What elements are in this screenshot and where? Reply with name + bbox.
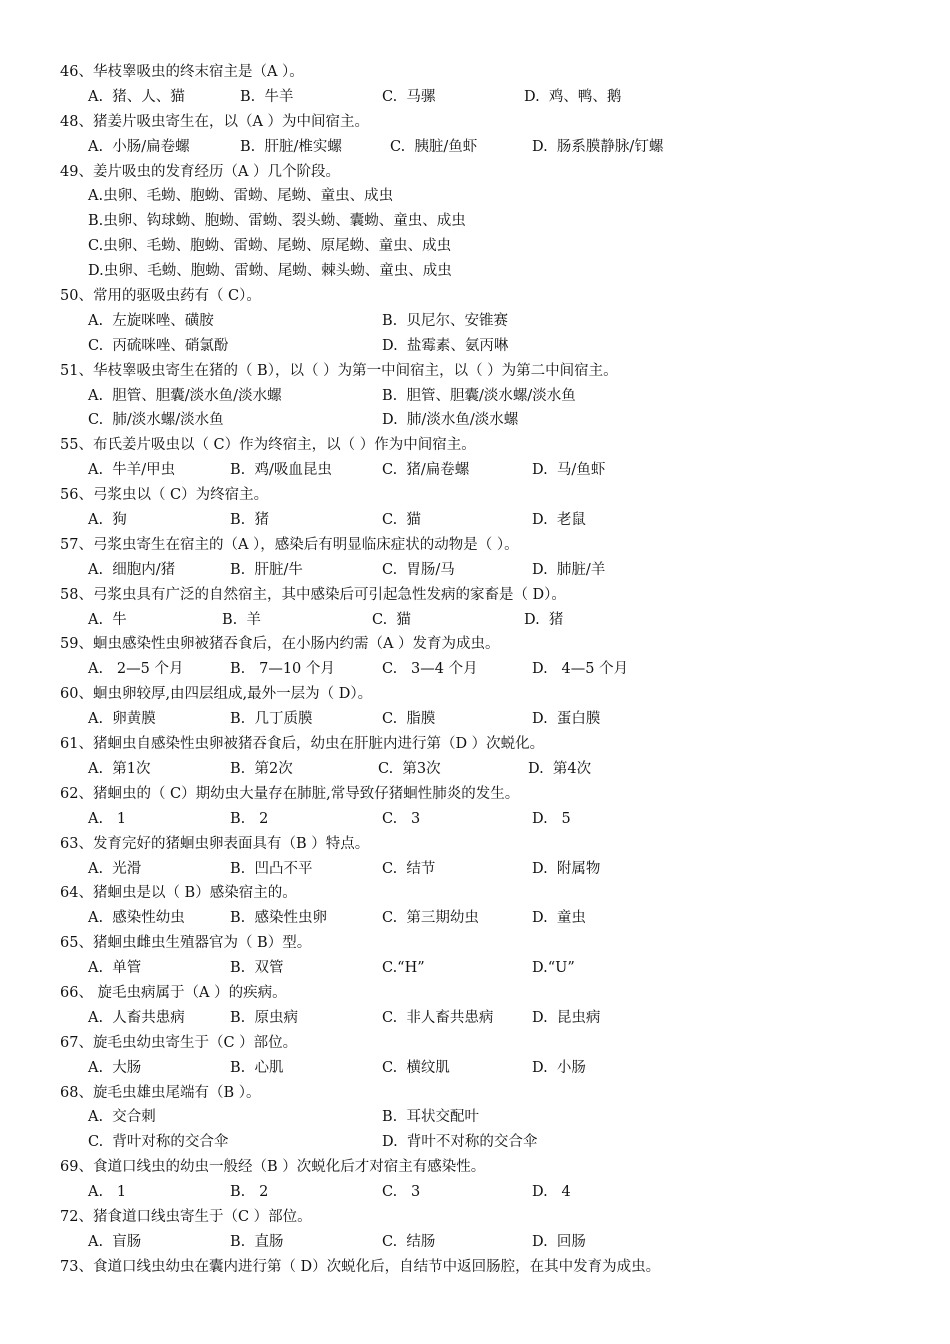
answer-option: A. 大肠 [88,1059,142,1076]
answer-option: B. 2 [230,810,269,827]
answer-option: C. 丙硫咪唑、硝氯酚 [88,337,229,354]
question-stem: 59、蛔虫感染性虫卵被猪吞食后，在小肠内约需（A ）发育为成虫。 [60,636,500,653]
answer-option: B. 7—10 个月 [230,661,335,678]
answer-option: B. 双管 [230,960,284,977]
answer-option: C. 3 [382,810,421,827]
answer-option: D. 肺/淡水鱼/淡水螺 [382,412,519,429]
options-row [60,408,920,433]
question-stem: 63、发育完好的猪蛔虫卵表面具有（B ）特点。 [60,835,370,852]
question-stem: 51、华枝睾吸虫寄生在猪的（ B），以（ ）为第一中间宿主，以（ ）为第二中间宿主。 [60,362,618,379]
answer-option: A. 单管 [88,960,142,977]
question-stem: 61、猪蛔虫自感染性虫卵被猪吞食后，幼虫在肝脏内进行第（D ）次蜕化。 [60,736,545,753]
question-stem: 64、猪蛔虫是以（ B）感染宿主的。 [60,885,297,902]
options-row [60,956,920,981]
answer-option: D. 蛋白膜 [532,711,601,728]
answer-option: D. 鸡、鸭、鹅 [524,88,622,105]
answer-option: B. 猪 [230,512,269,529]
options-row [60,309,920,334]
question-stem: 65、猪蛔虫雌虫生殖器官为（ B）型。 [60,935,312,952]
question-stem: 46、华枝睾吸虫的终末宿主是（A ）。 [60,64,304,80]
answer-option: A. 卵黄膜 [88,711,156,728]
options-row [60,707,920,732]
answer-option: D. 4 [532,1184,571,1201]
answer-option: C.“H” [382,960,425,977]
options-row [60,458,920,483]
answer-option: C. 结节 [382,860,436,877]
answer-option: D.虫卵、毛蚴、胞蚴、雷蚴、尾蚴、棘头蚴、童虫、成虫 [88,263,452,280]
options-row [60,1130,920,1155]
question-list [60,60,920,1280]
answer-option: D. 肠系膜静脉/钉螺 [532,138,664,155]
answer-option: D. 猪 [524,611,564,628]
answer-option: A. 牛羊/甲虫 [88,462,176,479]
answer-option: A. 细胞内/猪 [88,561,176,578]
options-row [60,1105,920,1130]
answer-option: B. 2 [230,1184,269,1201]
answer-option: A. 盲肠 [88,1233,142,1250]
answer-option: C. 猪/扁卷螺 [382,462,470,479]
answer-option: C.虫卵、毛蚴、胞蚴、雷蚴、尾蚴、原尾蚴、童虫、成虫 [88,238,452,255]
answer-option: A. 猪、人、猫 [88,88,185,105]
answer-option: D. 小肠 [532,1059,586,1076]
answer-option: C. 结肠 [382,1233,436,1250]
options-row [60,807,920,832]
answer-option: B. 耳状交配叶 [382,1109,479,1126]
options-row [60,384,920,409]
answer-option: A. 小肠/扁卷螺 [88,138,190,155]
answer-option: C. 3 [382,1184,421,1201]
options-row [60,334,920,359]
answer-option: B. 心肌 [230,1059,284,1076]
answer-option: A. 1 [88,1184,127,1201]
answer-option: C. 猫 [372,611,411,628]
answer-option: B. 牛羊 [240,88,294,105]
question-stem: 68、旋毛虫雄虫尾端有（B ）。 [60,1084,261,1101]
options-row [60,1056,920,1081]
options-row [60,906,920,931]
answer-option: D. 回肠 [532,1233,586,1250]
answer-option: C. 第三期幼虫 [382,910,479,927]
answer-option: C. 3—4 个月 [382,661,478,678]
answer-option: A. 左旋咪唑、磺胺 [88,312,214,329]
answer-option: D. 肺脏/羊 [532,561,606,578]
question-stem: 72、猪食道口线虫寄生于（C ）部位。 [60,1208,312,1225]
answer-option: A. 光滑 [88,860,142,877]
options-row [60,1230,920,1255]
answer-option: A. 1 [88,810,127,827]
question-stem: 66、 旋毛虫病属于（A ）的疾病。 [60,984,287,1001]
options-row [60,657,920,682]
answer-option: C. 猫 [382,512,421,529]
answer-option: D.“U” [532,960,575,977]
answer-option: C. 非人畜共患病 [382,1009,494,1026]
answer-option: A. 2—5 个月 [88,661,184,678]
answer-option: D. 童虫 [532,910,586,927]
options-row [60,508,920,533]
answer-option: B. 鸡/吸血昆虫 [230,462,332,479]
question-stem: 56、弓浆虫以（ C）为终宿主。 [60,487,269,504]
options-row [60,1006,920,1031]
answer-option: B. 贝尼尔、安锥赛 [382,312,508,329]
answer-option: B. 羊 [222,611,261,628]
question-stem: 60、蛔虫卵较厚,由四层组成,最外一层为（ D）。 [60,686,373,703]
answer-option: B. 凹凸不平 [230,860,313,877]
answer-option: A. 胆管、胆囊/淡水鱼/淡水螺 [88,387,282,404]
answer-option: A.虫卵、毛蚴、胞蚴、雷蚴、尾蚴、童虫、成虫 [88,188,394,205]
question-stem: 69、食道口线虫的幼虫一般经（B ）次蜕化后才对宿主有感染性。 [60,1159,486,1176]
answer-option: A. 第1次 [88,760,151,777]
question-stem: 62、猪蛔虫的（ C）期幼虫大量存在肺脏,常导致仔猪蛔性肺炎的发生。 [60,785,520,802]
answer-option: A. 牛 [88,611,127,628]
question-stem: 67、旋毛虫幼虫寄生于（C ）部位。 [60,1034,298,1051]
answer-option: B. 肝脏/牛 [230,561,303,578]
answer-option: B. 肝脏/椎实螺 [240,138,342,155]
answer-option: B.虫卵、钩球蚴、胞蚴、雷蚴、裂头蚴、囊蚴、童虫、成虫 [88,213,466,230]
answer-option: A. 人畜共患病 [88,1009,185,1026]
answer-option: B. 胆管、胆囊/淡水螺/淡水鱼 [382,387,576,404]
question-stem: 55、布氏姜片吸虫以（ C）作为终宿主，以（ ）作为中间宿主。 [60,437,476,454]
options-row [60,757,920,782]
options-row [60,1180,920,1205]
answer-option: C. 胰脏/鱼虾 [390,138,478,155]
answer-option: D. 5 [532,810,571,827]
question-stem: 49、姜片吸虫的发育经历（A ）几个阶段。 [60,163,341,180]
answer-option: A. 交合刺 [88,1109,156,1126]
answer-option: D. 盐霉素、氨丙啉 [382,337,509,354]
question-stem: 58、弓浆虫具有广泛的自然宿主，其中感染后可引起急性发病的家畜是（ D）。 [60,586,566,603]
question-stem: 57、弓浆虫寄生在宿主的（A ），感染后有明显临床症状的动物是（ ）。 [60,536,519,553]
answer-option: D. 4—5 个月 [532,661,629,678]
answer-option: D. 背叶不对称的交合伞 [382,1134,538,1151]
answer-option: C. 肺/淡水螺/淡水鱼 [88,412,224,429]
answer-option: B. 直肠 [230,1233,284,1250]
options-row [60,857,920,882]
question-stem: 73、食道口线虫幼虫在囊内进行第（ D）次蜕化后，自结节中返回肠腔，在其中发育为成虫。 [60,1258,661,1275]
answer-option: D. 马/鱼虾 [532,462,606,479]
answer-option: B. 几丁质膜 [230,711,313,728]
answer-option: D. 第4次 [528,760,592,777]
answer-option: C. 脂膜 [382,711,436,728]
answer-option: A. 感染性幼虫 [88,910,185,927]
answer-option: C. 胃肠/马 [382,561,455,578]
question-stem: 50、常用的驱吸虫药有（ C）。 [60,288,261,305]
question-stem: 48、猪姜片吸虫寄生在，以（A ）为中间宿主。 [60,113,370,130]
answer-option: D. 附属物 [532,860,601,877]
answer-option: B. 感染性虫卵 [230,910,327,927]
options-row [60,608,920,633]
answer-option: A. 狗 [88,512,127,529]
answer-option: C. 第3次 [378,760,441,777]
answer-option: D. 老鼠 [532,512,586,529]
answer-option: C. 横纹肌 [382,1059,450,1076]
answer-option: D. 昆虫病 [532,1009,601,1026]
options-row [60,558,920,583]
options-row [60,85,920,110]
answer-option: C. 马骡 [382,88,436,105]
answer-option: B. 第2次 [230,760,293,777]
options-row [60,135,920,160]
answer-option: C. 背叶对称的交合伞 [88,1134,229,1151]
answer-option: B. 原虫病 [230,1009,298,1026]
